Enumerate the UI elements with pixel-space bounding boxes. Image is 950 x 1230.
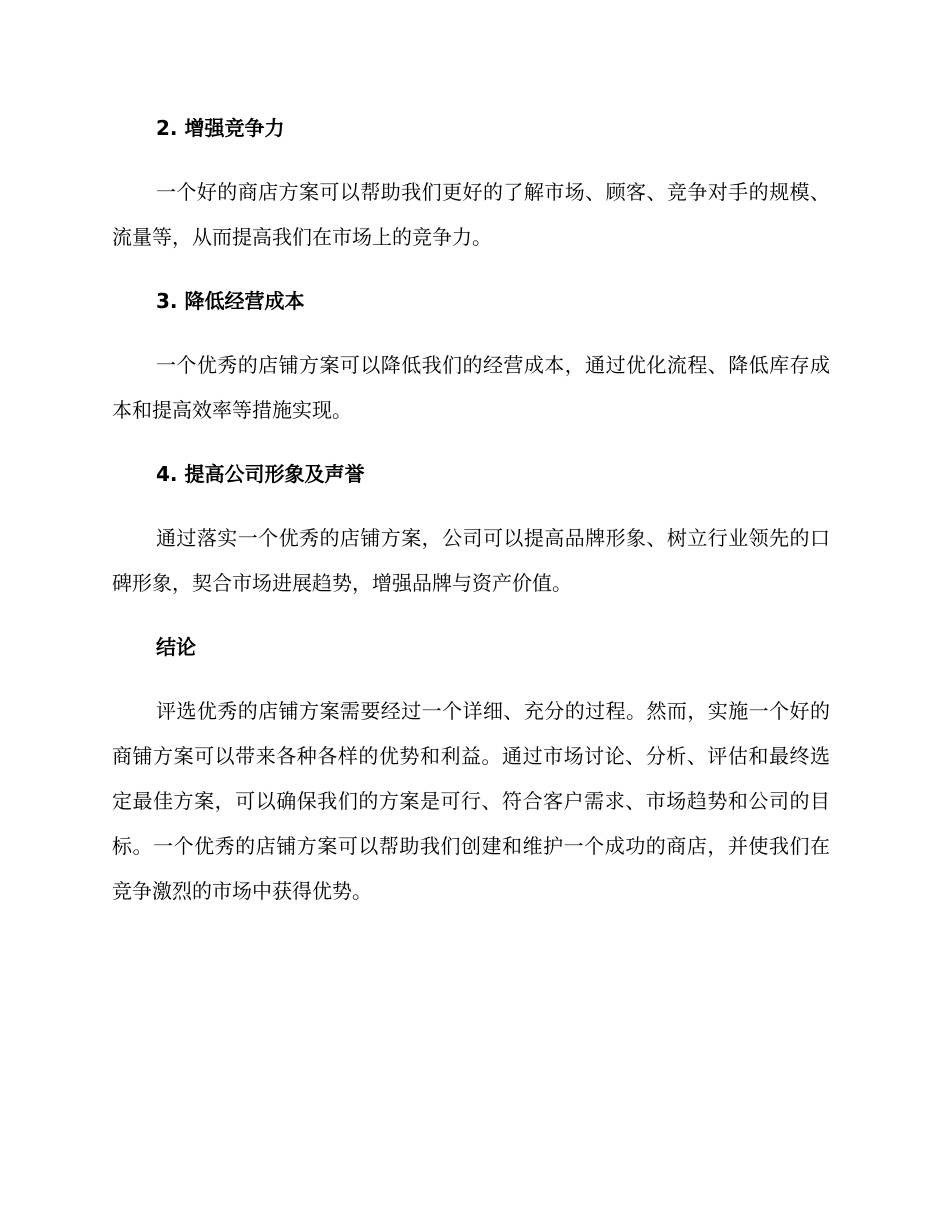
section-paragraph: 一个好的商店方案可以帮助我们更好的了解市场、顾客、竞争对手的规模、流量等，从而提高我们在市场上的竞争力。 (112, 180, 830, 249)
section-paragraph: 一个优秀的店铺方案可以降低我们的经营成本，通过优化流程、降低库存成本和提高效率等措施实现。 (112, 353, 830, 422)
section-paragraph: 评选优秀的店铺方案需要经过一个详细、充分的过程。然而，实施一个好的商铺方案可以带来各种各样的优势和利益。通过市场讨论、分析、评估和最终选定最佳方案，可以确保我们的方案是可行、符合客户需求、市场趋势和公司的目标。一个优秀的店铺方案可以帮助我们创建和维护一个成功的商店，并使我们在竞争激烈的市场中获得优势。 (112, 699, 830, 903)
section-heading: 4. 提高公司形象及声誉 (156, 462, 365, 486)
section-heading: 结论 (156, 635, 196, 659)
section-heading: 2. 增强竞争力 (156, 116, 285, 140)
section-conclusion (112, 631, 830, 914)
section-heading: 3. 降低经营成本 (156, 289, 305, 313)
document-page (112, 112, 830, 939)
section-paragraph: 通过落实一个优秀的店铺方案，公司可以提高品牌形象、树立行业领先的口碑形象，契合市场进展趋势，增强品牌与资产价值。 (112, 526, 830, 595)
section-reduce-costs (112, 285, 830, 433)
section-competitiveness (112, 112, 830, 260)
section-company-image (112, 458, 830, 606)
